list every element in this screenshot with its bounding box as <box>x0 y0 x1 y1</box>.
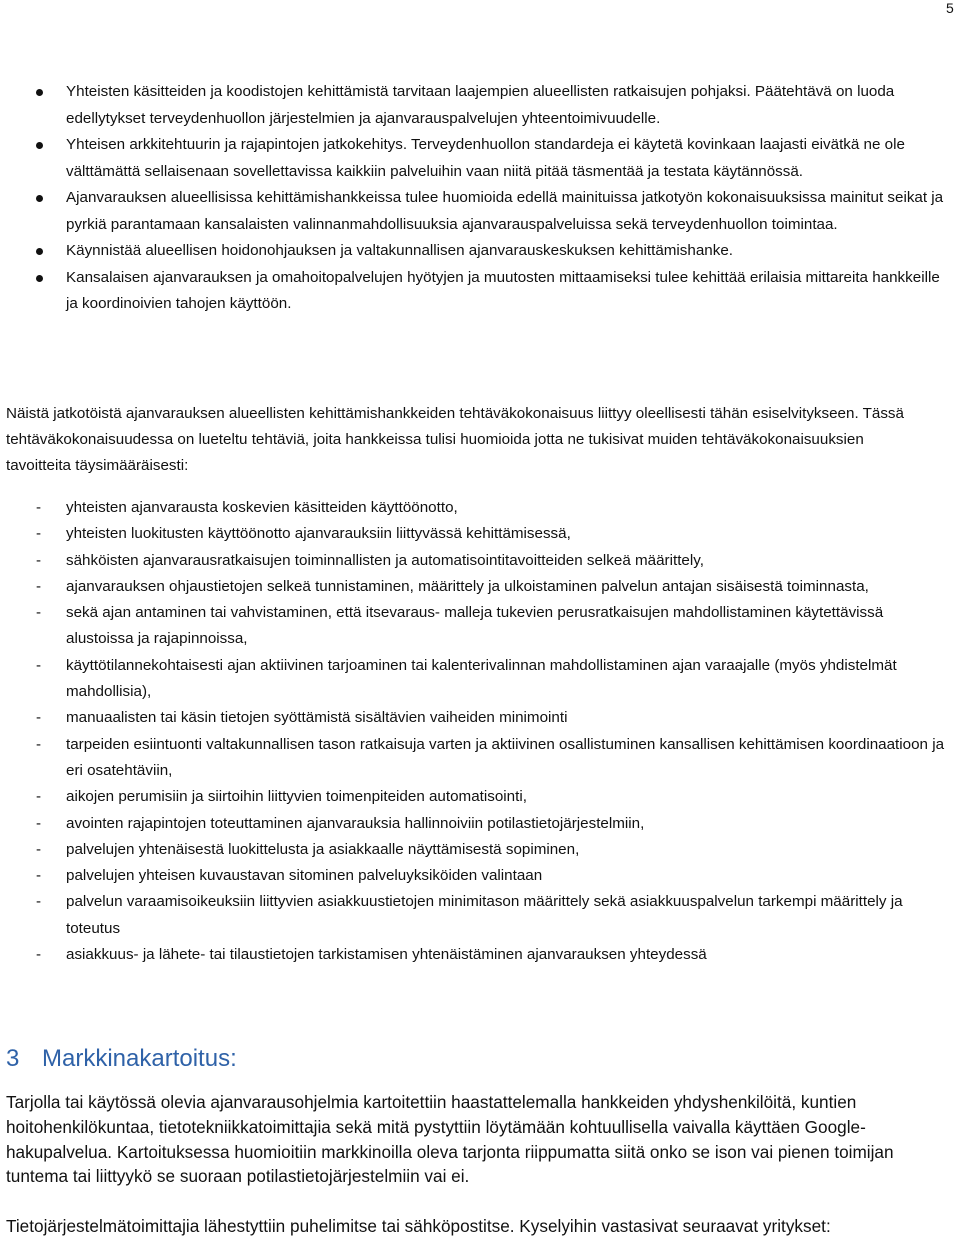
dash-item: - käyttötilannekohtaisesti ajan aktiivinen tarjoaminen tai kalenterivalinnan mahdollistaminen ajan varaajalle (myös yhdistelmät mahdollisia), <box>66 653 946 706</box>
paragraph-market-survey: Tarjolla tai käytössä olevia ajanvarausohjelmia kartoitettiin haastattelemalla hankkeiden yhdyshenkilöitä, kuntien hoitohenkilökuntaa, tietotekniikkatoimittajia sekä mitä pystyttiin löytämään kohtuullisella vaivalla käyttäen Google-hakupalvelua. Kartoituksessa huomioitiin markkinoilla oleva tarjonta riippumatta siitä onko se ison vai pienen toimijan tuntema tai liittyykö se suoraan potilastietojärjestelmiin vai ei. <box>6 1092 894 1187</box>
dash-item: - palvelujen yhtenäisestä luokittelusta ja asiakkaalle näyttämisestä sopiminen, <box>66 837 946 863</box>
dash-item: - sekä ajan antaminen tai vahvistaminen, että itsevaraus- malleja tukevien perusratkaisujen mahdollistaminen käytettävissä alustoissa ja rajapinnoissa, <box>66 600 946 653</box>
bullet-item: Kansalaisen ajanvarauksen ja omahoitopalvelujen hyötyjen ja muutosten mittaamiseksi tulee kehittää erilaisia mittareita hankkeille ja koordinoivien tahojen käyttöön. <box>66 265 946 318</box>
page-number: 5 <box>946 0 954 16</box>
bullet-item: Käynnistää alueellisen hoidonohjauksen ja valtakunnallisen ajanvarauskeskuksen kehittämishanke. <box>66 238 946 265</box>
paragraph-intro: Näistä jatkotöistä ajanvarauksen alueellisten kehittämishankkeiden tehtäväkokonaisuus liittyy oleellisesti tähän esiselvitykseen. Tässä tehtäväkokonaisuudessa on lueteltu tehtäviä, joita hankkeissa tulisi huomioida jotta ne tukisivat muiden tehtäväkokonaisuuksien tavoitteita täysimääräisesti: <box>6 405 904 474</box>
dash-item: - yhteisten ajanvarausta koskevien käsitteiden käyttöönotto, <box>66 495 946 521</box>
bullet-item: Ajanvarauksen alueellisissa kehittämishankkeissa tulee huomioida edellä mainituissa jatkotyön kokonaisuuksissa mainitut seikat ja pyrkiä parantamaan kansalaisten valinnanmahdollisuuksia ajanvarauspalveluissa sekä terveydenhuollon toimintaa. <box>66 185 946 238</box>
dash-item: - avointen rajapintojen toteuttaminen ajanvarauksia hallinnoiviin potilastietojärjestelmiin, <box>66 811 946 837</box>
bullet-list <box>66 79 946 318</box>
dash-item: - ajanvarauksen ohjaustietojen selkeä tunnistaminen, määrittely ja ulkoistaminen palvelun antajan sisäisestä toiminnasta, <box>66 574 946 600</box>
dash-list <box>66 495 946 968</box>
section-number: 3 <box>6 1045 20 1072</box>
dash-item: - palvelun varaamisoikeuksiin liittyvien asiakkuustietojen minimitason määrittely sekä asiakkuuspalvelun tarkempi määrittely ja toteutus <box>66 889 946 942</box>
dash-item: - asiakkuus- ja lähete- tai tilaustietojen tarkistamisen yhtenäistäminen ajanvarauksen yhteydessä <box>66 942 946 968</box>
dash-item: - tarpeiden esiintuonti valtakunnallisen tason ratkaisuja varten ja aktiivinen osallistuminen kansallisen kehittämisen koordinaatioon ja eri osatehtäviin, <box>66 732 946 785</box>
bullet-item: Yhteisten käsitteiden ja koodistojen kehittämistä tarvitaan laajempien alueellisten ratkaisujen pohjaksi. Päätehtävä on luoda edellytykset terveydenhuollon järjestelmien ja ajanvarauspalvelujen yhteentoimivuudelle. <box>66 79 946 132</box>
dash-item: - yhteisten luokitusten käyttöönotto ajanvarauksiin liittyvässä kehittämisessä, <box>66 521 946 547</box>
paragraph-vendors: Tietojärjestelmätoimittajia lähestyttiin puhelimitse tai sähköpostitse. Kyselyihin vastasivat seuraavat yritykset: <box>6 1216 831 1236</box>
dash-item: - sähköisten ajanvarausratkaisujen toiminnallisten ja automatisointitavoitteiden selkeä määrittely, <box>66 548 946 574</box>
section-heading <box>6 1045 237 1073</box>
dash-item: - palvelujen yhteisen kuvaustavan sitominen palveluyksiköiden valintaan <box>66 863 946 889</box>
section-title: Markkinakartoitus: <box>42 1045 237 1072</box>
bullet-item: Yhteisen arkkitehtuurin ja rajapintojen jatkokehitys. Terveydenhuollon standardeja ei käytetä kovinkaan laajasti eivätkä ne ole välttämättä sellaisenaan sovellettavissa kaikkiin palveluihin vaan niitä pitää täsmentää ja testata käytännössä. <box>66 132 946 185</box>
dash-item: - aikojen perumisiin ja siirtoihin liittyvien toimenpiteiden automatisointi, <box>66 784 946 810</box>
dash-item: - manuaalisten tai käsin tietojen syöttämistä sisältävien vaiheiden minimointi <box>66 705 946 731</box>
